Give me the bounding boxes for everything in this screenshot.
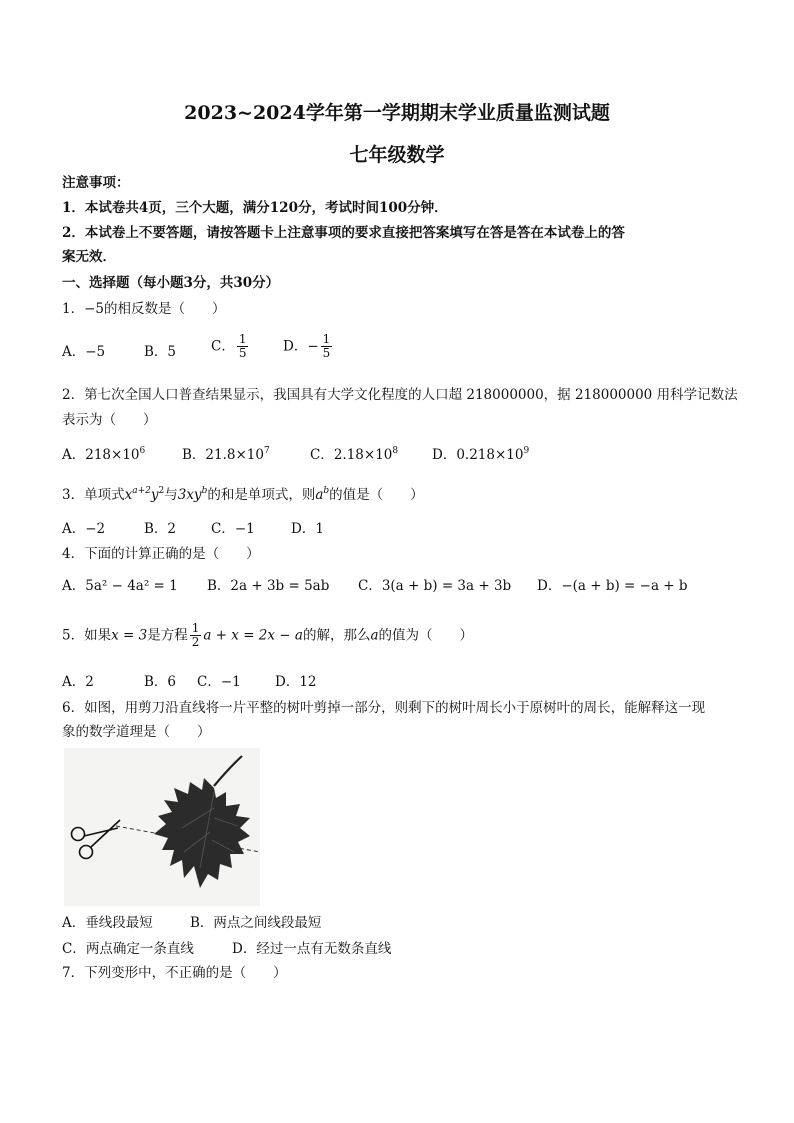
- q5-equation: a + x = 2x − a: [203, 627, 303, 644]
- leaf-stem: [214, 756, 242, 786]
- q1-stem: 1．−5的相反数是（ ）: [62, 301, 226, 317]
- q6-option-d: D．经过一点有无数条直线: [232, 941, 392, 957]
- q3-term-3: a: [315, 487, 324, 503]
- section-heading-choice: 一、选择题（每小题3分，共30分）: [62, 275, 280, 291]
- q1-option-b: B．5: [144, 344, 177, 360]
- q3-stem: [62, 486, 424, 504]
- q6-stem-line-2: 象的数学道理是（ ）: [62, 724, 211, 740]
- scissors-icon: [72, 820, 121, 859]
- q5-fraction: [190, 622, 202, 649]
- q2-option-a-base: A．218×10: [62, 447, 140, 463]
- q1-option-d-fraction: [321, 333, 333, 360]
- q4-option-a: A．5a² − 4a² = 1: [62, 578, 178, 594]
- q3-option-b: B．2: [144, 521, 177, 537]
- q2-option-b-exponent: 7: [263, 446, 270, 456]
- q3-option-d: D．1: [291, 521, 324, 537]
- q2-option-c-exponent: 8: [392, 446, 399, 456]
- q5-mid: 是方程: [147, 627, 188, 644]
- q2-option-d-exponent: 9: [523, 446, 530, 456]
- q5-prefix: 5．如果: [62, 627, 112, 644]
- q2-option-d: [432, 446, 529, 464]
- q4-option-c: C．3(a + b) = 3a + 3b: [358, 578, 512, 594]
- q3-suffix-2: 的值是（ ）: [329, 487, 424, 503]
- fraction-numerator: 1: [238, 332, 247, 346]
- q4-option-d: D．−(a + b) = −a + b: [537, 578, 688, 594]
- q1-option-c-fraction: [237, 333, 249, 360]
- q3-option-a: A．−2: [62, 521, 106, 537]
- q2-option-d-base: D．0.218×10: [432, 447, 524, 463]
- fraction-numerator: 1: [322, 332, 331, 346]
- q2-option-c-base: C．2.18×10: [310, 447, 393, 463]
- q1-option-c: [211, 333, 250, 360]
- exam-title: 2023~2024学年第一学期期末学业质量监测试题: [184, 102, 610, 124]
- q1-option-a: A．−5: [62, 344, 106, 360]
- fraction-numerator: 1: [191, 621, 200, 635]
- fraction-denominator: 5: [238, 346, 247, 360]
- q1-option-d: [283, 333, 334, 360]
- q3-mid: 与: [164, 487, 178, 503]
- q3-term-x-exponent: a+2: [132, 486, 151, 496]
- q5-suffix-2: 的值为（ ）: [378, 627, 474, 644]
- fraction-denominator: 5: [322, 346, 331, 360]
- q5-option-c: C．−1: [197, 674, 241, 690]
- notes-item-1: 1．本试卷共4页，三个大题，满分120分，考试时间100分钟．: [62, 200, 448, 216]
- q2-option-b: [182, 446, 270, 464]
- notes-item-2-line-1: 2．本试卷上不要答题，请按答题卡上注意事项的要求直接把答案填写在答是答在本试卷上的答: [62, 225, 625, 241]
- q3-prefix: 3．单项式: [62, 487, 125, 503]
- q4-option-b: B．2a + 3b = 5ab: [207, 578, 330, 594]
- leaf-icon: [154, 778, 250, 888]
- q3-term-x: x: [124, 487, 133, 503]
- q5-variable: a: [370, 627, 379, 644]
- q6-option-b: B．两点之间线段最短: [190, 915, 322, 931]
- q2-option-c: [310, 446, 398, 464]
- q3-term-2-exponent: b: [201, 486, 208, 496]
- q6-stem-line-1: 6．如图，用剪刀沿直线将一片平整的树叶剪掉一部分，则剩下的树叶周长小于原树叶的周长，能解释这一现: [62, 700, 706, 716]
- q3-term-y: y: [150, 487, 159, 503]
- q3-term-2: 3xy: [177, 487, 202, 503]
- q6-option-a: A．垂线段最短: [62, 915, 153, 931]
- leaf-scissors-figure: [64, 748, 260, 906]
- q6-option-c: C．两点确定一条直线: [62, 941, 194, 957]
- notes-heading: 注意事项：: [62, 175, 130, 191]
- q1-option-d-prefix: D．−: [283, 338, 319, 355]
- q1-option-c-prefix: C．: [211, 338, 235, 355]
- q2-stem-line-2: 表示为（ ）: [62, 412, 157, 428]
- q7-stem: 7．下列变形中，不正确的是（ ）: [62, 965, 287, 981]
- q4-stem: 4．下面的计算正确的是（ ）: [62, 546, 260, 562]
- q5-option-a: A．2: [62, 674, 94, 690]
- q3-term-y-exponent: 2: [158, 486, 165, 496]
- q5-stem: [62, 622, 473, 649]
- q5-suffix-1: 的解，那么: [302, 627, 371, 644]
- q3-term-3-exponent: b: [323, 486, 330, 496]
- exam-subtitle: 七年级数学: [349, 144, 445, 166]
- q5-option-b: B．6: [144, 674, 177, 690]
- q5-condition: x = 3: [111, 627, 148, 644]
- q3-suffix-1: 的和是单项式，则: [207, 487, 316, 503]
- notes-item-2-line-2: 案无效．: [62, 249, 116, 265]
- q2-option-a-exponent: 6: [139, 446, 146, 456]
- q3-option-c: C．−1: [211, 521, 255, 537]
- q2-stem-line-1: 2．第七次全国人口普查结果显示，我国具有大学文化程度的人口超 218000000，据 218000000 用科学记数法: [62, 387, 738, 403]
- q5-option-d: D．12: [275, 674, 317, 690]
- q2-option-b-base: B．21.8×10: [182, 447, 264, 463]
- fraction-denominator: 2: [191, 635, 200, 649]
- q2-option-a: [62, 446, 145, 464]
